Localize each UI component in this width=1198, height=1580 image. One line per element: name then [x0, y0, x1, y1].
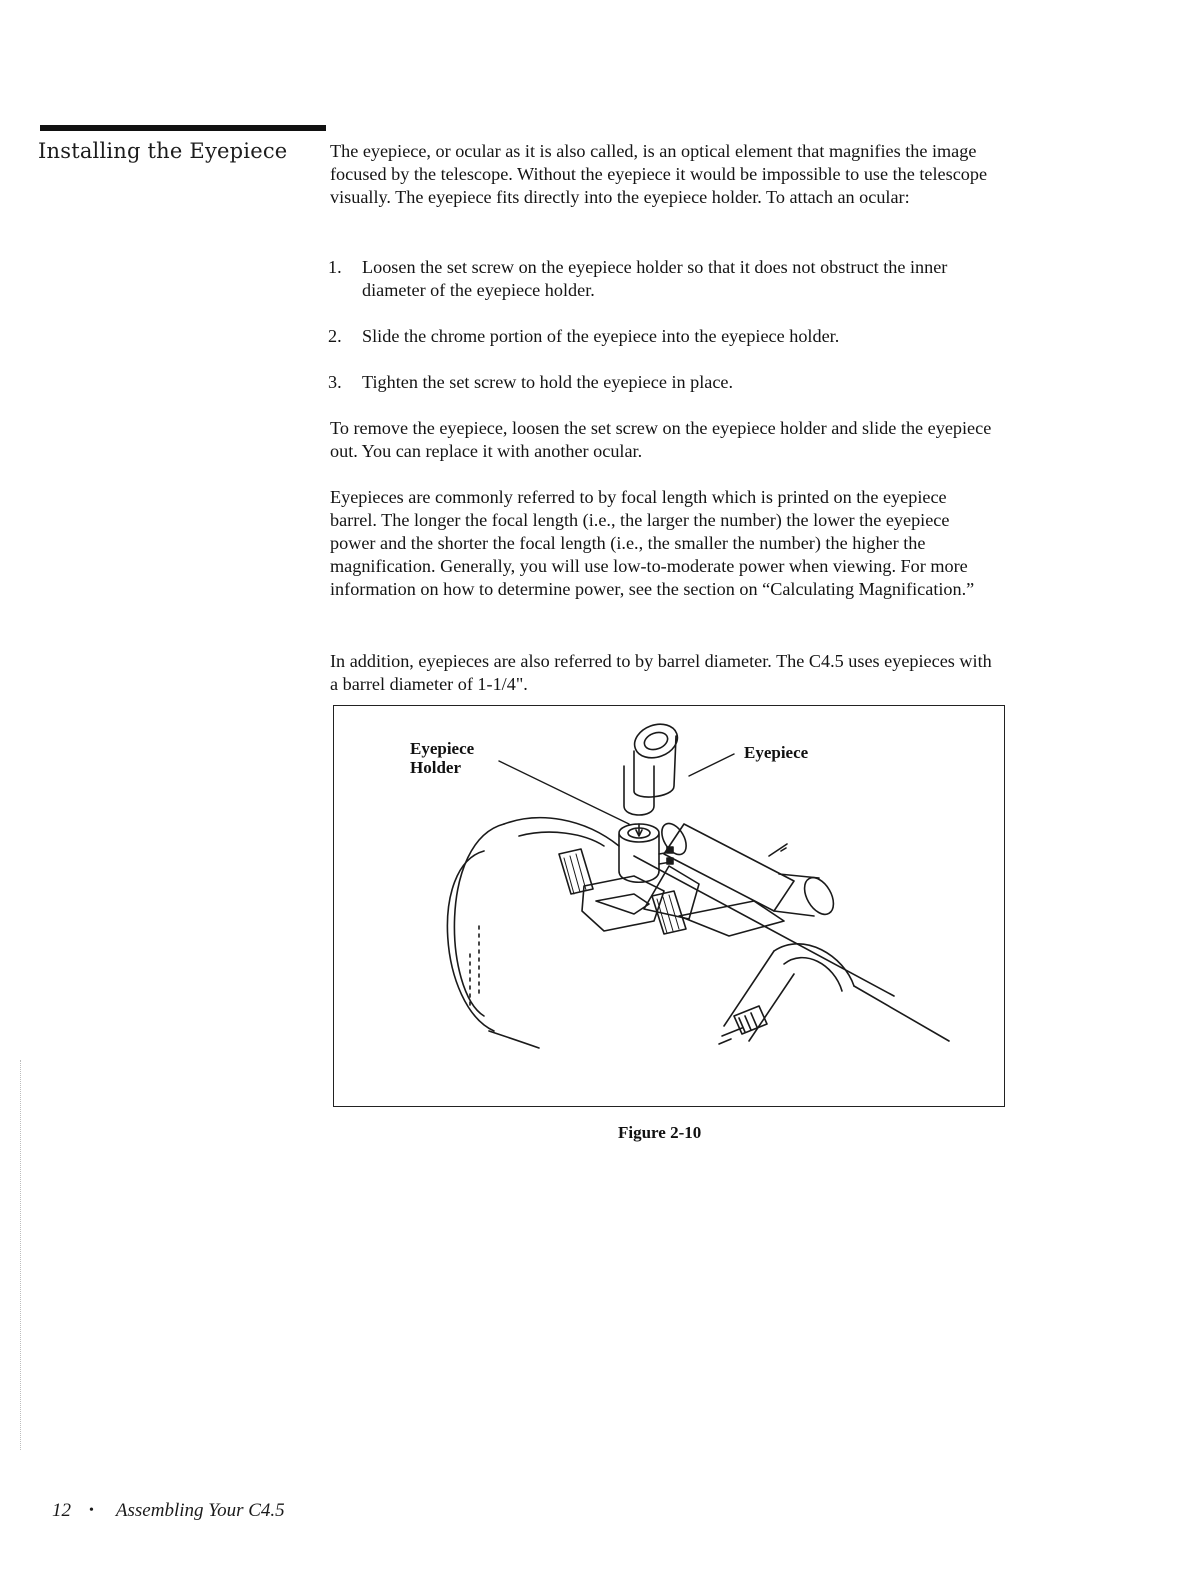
- holder-knob-right: [652, 891, 686, 934]
- step-text: Tighten the set screw to hold the eyepiece in place.: [362, 372, 734, 392]
- eyepiece-body: [634, 736, 676, 797]
- rear-ring: [774, 944, 854, 986]
- intro-paragraph: The eyepiece, or ocular as it is also called, is an optical element that magnifies the image focused by the telescope. Without the eyepiece it would be impossible to use the telescope visually. The eyepiece fits directly into the eyepiece holder. To attach an ocular:: [330, 141, 988, 207]
- step-text: Loosen the set screw on the eyepiece holder so that it does not obstruct the inner diameter of the eyepiece holder.: [362, 257, 948, 300]
- tube-ring-edge: [504, 818, 619, 846]
- holder-screw-head-2: [667, 858, 673, 864]
- figure-caption: Figure 2-10: [618, 1123, 702, 1142]
- remove-paragraph: To remove the eyepiece, loosen the set screw on the eyepiece holder and slide the eyepiece out. You can replace it with another ocular.: [330, 418, 992, 461]
- tube-ring-edge-inner: [519, 832, 604, 846]
- section-title: Installing the Eyepiece: [38, 139, 288, 163]
- leader-eyepiece: [689, 754, 734, 776]
- step-number: 2.: [328, 326, 342, 346]
- focal-length-paragraph: Eyepieces are commonly referred to by focal length which is printed on the eyepiece barrel. The longer the focal length (i.e., the larger the number) the lower the eyepiece power and the shorter the focal length (i.e., the smaller the number) the higher the magnification. Generally, you will use low-to-moderate power when viewing. For more information on how to determine power, see the section on “Calculating Magnification.”: [330, 487, 975, 599]
- holder-knob-left-ridges: [564, 854, 586, 894]
- holder-base: [582, 876, 664, 931]
- holder-base-inner: [596, 894, 649, 914]
- holder-screw-head: [667, 847, 673, 853]
- finder-base: [679, 901, 784, 936]
- figure-frame: [333, 705, 1005, 1107]
- page-number: 12: [52, 1500, 71, 1521]
- eyepiece-barrel: [624, 766, 654, 815]
- tube-lower-line: [489, 1031, 539, 1048]
- section-rule: [40, 125, 326, 131]
- finder-objective: [774, 874, 819, 916]
- page-footer: [52, 1500, 285, 1522]
- step-number: 1.: [328, 257, 342, 277]
- step-number: 3.: [328, 372, 342, 392]
- barrel-diameter-paragraph: In addition, eyepieces are also referred to by barrel diameter. The C4.5 uses eyepieces with a barrel diameter of 1-1/4".: [330, 651, 992, 694]
- finder-screw: [769, 844, 787, 856]
- leader-holder: [499, 761, 629, 824]
- rear-tube-edge: [854, 986, 949, 1041]
- eyepiece-holder-label: Eyepiece Holder: [410, 739, 475, 777]
- step-item: [328, 256, 998, 302]
- finder-front-lens: [799, 873, 840, 920]
- finder-bracket: [644, 866, 699, 919]
- step-text: Slide the chrome portion of the eyepiece into the eyepiece holder.: [362, 326, 840, 346]
- step-item: [328, 371, 998, 394]
- eyepiece-lens: [642, 729, 670, 752]
- eyepiece-top: [630, 718, 682, 763]
- bullet-separator: •: [89, 1503, 94, 1518]
- chapter-title: Assembling Your C4.5: [115, 1500, 285, 1521]
- binding-edge-marks: [20, 1060, 22, 1450]
- focus-shaft: [719, 1028, 742, 1044]
- steps-list: [328, 256, 998, 417]
- step-item: [328, 325, 998, 348]
- eyepiece-label: Eyepiece: [744, 743, 809, 762]
